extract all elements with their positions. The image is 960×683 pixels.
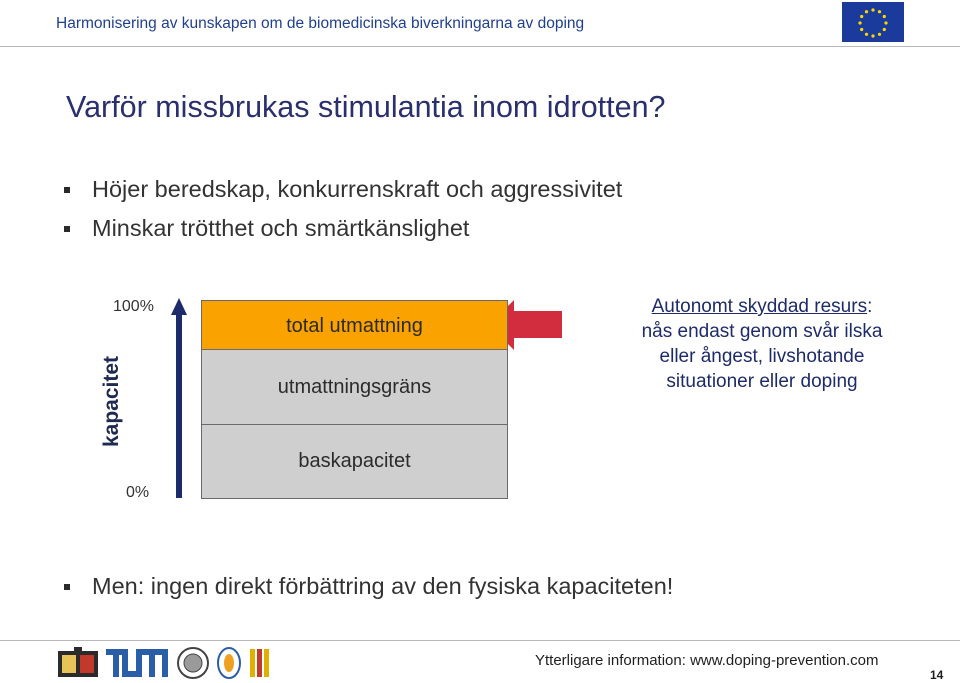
slide-title: Varför missbrukas stimulantia inom idrotten? (66, 90, 666, 124)
crest-logo-icon (56, 647, 100, 679)
note-heading: Autonomt skyddad resurs (651, 296, 868, 317)
block-total-exhaustion (201, 300, 508, 350)
block-exhaustion-limit (201, 349, 508, 425)
conclusion-bullet (64, 573, 673, 600)
stripe-logo-icon (248, 646, 270, 680)
footer-info: Ytterligare information: www.doping-prevention.com (535, 652, 879, 669)
bullet-text: Men: ingen direkt förbättring av den fysiska kapaciteten! (92, 573, 674, 599)
block-label: total utmattning (286, 314, 423, 337)
axis-arrow-icon (171, 298, 187, 498)
note-colon: : (867, 296, 873, 317)
page-number: 14 (930, 668, 944, 682)
tick-label-top: 100% (113, 298, 154, 315)
header-title: Harmonisering av kunskapen om de biomedicinska biverkningarna av doping (56, 15, 585, 32)
block-label: baskapacitet (298, 450, 411, 472)
seal-logo-icon (176, 646, 210, 680)
axis-label: kapacitet (100, 355, 123, 447)
bullet-text: Höjer beredskap, konkurrenskraft och aggressivitet (92, 176, 623, 202)
tick-label-bottom: 0% (126, 484, 150, 501)
autonomous-resource-note (612, 294, 912, 394)
bullet-text: Minskar trötthet och smärtkänslighet (92, 215, 470, 241)
tum-logo-icon (106, 647, 170, 679)
block-label: utmattningsgräns (277, 375, 432, 398)
bullet-square-icon (64, 584, 70, 590)
oval-logo-icon (216, 646, 242, 680)
note-line: situationer eller doping (666, 371, 858, 392)
footer-divider (0, 640, 960, 641)
partner-logos (56, 646, 270, 680)
note-line: eller ångest, livshotande (659, 346, 865, 367)
block-base-capacity (201, 424, 508, 499)
note-line: nås endast genom svår ilska (641, 321, 883, 342)
